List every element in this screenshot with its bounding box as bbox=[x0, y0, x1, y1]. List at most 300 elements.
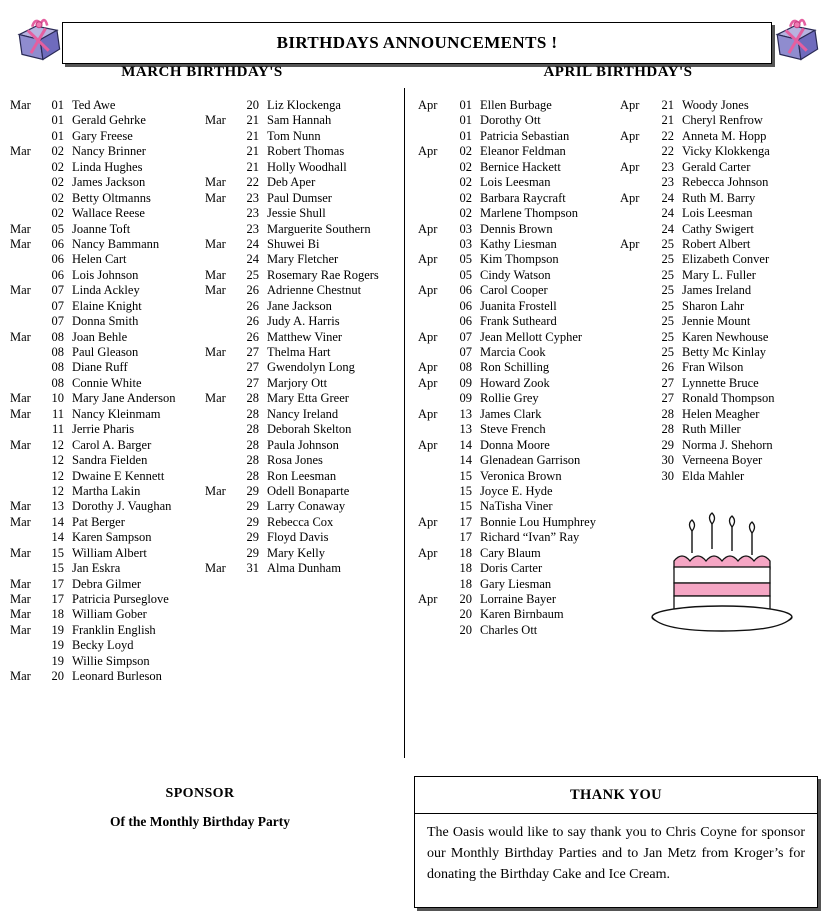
birthday-day: 06 bbox=[51, 236, 64, 251]
birthday-day: 03 bbox=[459, 221, 472, 236]
birthday-day: 15 bbox=[51, 561, 64, 576]
birthday-name: Lois Johnson bbox=[72, 267, 139, 282]
birthday-name: Veronica Brown bbox=[480, 468, 562, 483]
birthday-row bbox=[10, 144, 210, 159]
birthday-name: Richard “Ivan” Ray bbox=[480, 530, 580, 545]
birthday-row bbox=[205, 546, 400, 561]
birthday-month bbox=[620, 453, 650, 468]
birthday-day: 08 bbox=[51, 360, 64, 375]
birthday-day: 20 bbox=[459, 607, 472, 622]
birthday-day: 08 bbox=[51, 375, 64, 390]
birthday-day: 02 bbox=[51, 175, 64, 190]
birthday-row bbox=[620, 299, 825, 314]
birthday-row bbox=[205, 469, 400, 484]
birthday-row bbox=[10, 160, 210, 175]
birthday-row bbox=[620, 283, 825, 298]
birthday-row bbox=[205, 561, 400, 576]
birthday-name: Linda Ackley bbox=[72, 283, 140, 298]
birthday-month bbox=[205, 453, 235, 468]
birthday-row bbox=[205, 160, 400, 175]
birthday-name: Dorothy J. Vaughan bbox=[72, 499, 172, 514]
birthday-month bbox=[418, 160, 448, 175]
birthday-row bbox=[418, 438, 618, 453]
birthday-day: 21 bbox=[246, 144, 259, 159]
march-heading: MARCH BIRTHDAY'S bbox=[121, 64, 283, 80]
birthday-row bbox=[620, 453, 825, 468]
birthday-month bbox=[205, 360, 235, 375]
birthday-month bbox=[10, 175, 40, 190]
birthday-name: Donna Smith bbox=[72, 314, 139, 329]
birthday-name: Jerrie Pharis bbox=[72, 422, 135, 437]
birthday-row bbox=[205, 330, 400, 345]
birthday-row bbox=[418, 314, 618, 329]
birthday-day: 20 bbox=[246, 98, 259, 112]
birthday-month bbox=[205, 330, 235, 345]
birthday-month bbox=[620, 113, 650, 128]
birthday-row bbox=[418, 206, 618, 221]
birthday-row bbox=[620, 422, 825, 437]
birthday-month: Mar bbox=[10, 576, 31, 591]
birthday-month: Apr bbox=[418, 252, 438, 267]
birthday-month: Apr bbox=[418, 406, 438, 421]
birthday-day: 20 bbox=[459, 622, 472, 637]
birthday-day: 11 bbox=[51, 406, 64, 421]
birthday-day: 24 bbox=[661, 190, 674, 205]
birthday-month bbox=[620, 330, 650, 345]
birthday-month bbox=[205, 160, 235, 175]
birthday-row bbox=[10, 345, 210, 360]
birthday-name: Woody Jones bbox=[682, 98, 749, 112]
birthday-day: 19 bbox=[51, 638, 64, 653]
birthday-name: Franklin English bbox=[72, 622, 156, 637]
birthday-name: Gerald Gehrke bbox=[72, 113, 146, 128]
birthday-name: Liz Klockenga bbox=[267, 98, 341, 112]
birthday-row bbox=[418, 222, 618, 237]
birthday-name: Jan Eskra bbox=[72, 561, 121, 576]
birthday-month: Mar bbox=[10, 622, 31, 637]
birthday-month bbox=[205, 222, 235, 237]
birthday-row bbox=[620, 268, 825, 283]
birthday-row bbox=[10, 191, 210, 206]
birthday-day: 19 bbox=[51, 653, 64, 668]
birthday-month bbox=[10, 360, 40, 375]
birthday-month bbox=[10, 314, 40, 329]
birthday-name: Helen Cart bbox=[72, 252, 127, 267]
birthday-name: Martha Lakin bbox=[72, 483, 141, 498]
birthday-row bbox=[10, 376, 210, 391]
birthday-month bbox=[418, 268, 448, 283]
birthday-row bbox=[205, 206, 400, 221]
birthday-name: Joyce E. Hyde bbox=[480, 483, 553, 498]
birthday-name: Robert Albert bbox=[682, 236, 751, 251]
birthday-row bbox=[10, 484, 210, 499]
birthday-name: Betty Mc Kinlay bbox=[682, 345, 767, 359]
birthday-name: Norma J. Shehorn bbox=[682, 437, 773, 452]
birthday-name: William Albert bbox=[72, 545, 147, 560]
birthday-day: 29 bbox=[246, 545, 259, 560]
birthday-month bbox=[418, 453, 448, 468]
birthday-row bbox=[10, 268, 210, 283]
birthday-row bbox=[205, 438, 400, 453]
birthday-name: Barbara Raycraft bbox=[480, 190, 566, 205]
birthday-day: 02 bbox=[51, 144, 64, 159]
birthday-day: 25 bbox=[661, 298, 674, 313]
birthday-row bbox=[205, 222, 400, 237]
birthday-row bbox=[10, 283, 210, 298]
birthday-name: Bonnie Lou Humphrey bbox=[480, 514, 596, 529]
birthday-month bbox=[620, 283, 650, 298]
birthday-name: Gwendolyn Long bbox=[267, 360, 355, 375]
birthday-month bbox=[620, 407, 650, 422]
birthday-name: Eleanor Feldman bbox=[480, 144, 566, 159]
birthday-day: 15 bbox=[51, 545, 64, 560]
birthday-month bbox=[205, 515, 235, 530]
birthday-month bbox=[418, 469, 448, 484]
birthday-row bbox=[205, 345, 400, 360]
birthday-month bbox=[620, 144, 650, 159]
birthday-row bbox=[205, 484, 400, 499]
birthday-month: Mar bbox=[205, 113, 226, 128]
birthday-month: Mar bbox=[205, 345, 226, 359]
birthday-month: Apr bbox=[418, 144, 438, 159]
birthday-day: 25 bbox=[661, 345, 674, 359]
birthday-row bbox=[10, 469, 210, 484]
birthday-day: 01 bbox=[459, 128, 472, 143]
birthday-name: Cary Blaum bbox=[480, 545, 541, 560]
birthday-row bbox=[10, 391, 210, 406]
birthday-row bbox=[10, 222, 210, 237]
birthday-row bbox=[418, 546, 618, 561]
birthday-row bbox=[418, 330, 618, 345]
birthday-row bbox=[10, 407, 210, 422]
birthday-row bbox=[10, 175, 210, 190]
birthday-month bbox=[205, 530, 235, 545]
birthday-name: Mary Kelly bbox=[267, 545, 325, 560]
birthday-month bbox=[418, 314, 448, 329]
birthday-row bbox=[620, 175, 825, 190]
birthday-month bbox=[418, 237, 448, 252]
birthday-name: Diane Ruff bbox=[72, 360, 128, 375]
birthday-month bbox=[620, 391, 650, 406]
birthday-name: Sandra Fielden bbox=[72, 453, 148, 468]
birthday-row bbox=[620, 222, 825, 237]
birthday-row bbox=[10, 546, 210, 561]
birthday-name: Patricia Purseglove bbox=[72, 592, 169, 606]
april-birthday-list-right bbox=[620, 98, 825, 484]
birthday-row bbox=[418, 299, 618, 314]
birthday-day: 22 bbox=[661, 128, 674, 143]
birthday-day: 11 bbox=[51, 422, 64, 437]
thank-you-box bbox=[414, 776, 818, 908]
birthday-name: Gary Liesman bbox=[480, 576, 552, 591]
birthday-name: Connie White bbox=[72, 375, 142, 390]
birthday-row bbox=[620, 314, 825, 329]
birthday-month bbox=[418, 129, 448, 144]
birthday-month bbox=[205, 144, 235, 159]
birthday-day: 24 bbox=[246, 252, 259, 267]
birthday-month: Mar bbox=[205, 283, 226, 298]
birthday-row bbox=[10, 438, 210, 453]
birthday-row bbox=[10, 314, 210, 329]
birthday-month: Apr bbox=[620, 128, 640, 143]
birthday-day: 28 bbox=[246, 391, 259, 406]
birthday-name: Ruth M. Barry bbox=[682, 190, 756, 205]
birthday-month bbox=[10, 453, 40, 468]
birthday-name: Matthew Viner bbox=[267, 329, 343, 344]
birthday-day: 18 bbox=[459, 576, 472, 591]
birthday-row bbox=[205, 422, 400, 437]
birthday-day: 01 bbox=[51, 113, 64, 128]
birthday-day: 26 bbox=[661, 360, 674, 375]
birthday-day: 13 bbox=[51, 499, 64, 514]
birthday-row bbox=[418, 499, 618, 514]
birthday-month: Apr bbox=[418, 514, 438, 529]
birthday-row bbox=[418, 113, 618, 128]
birthday-day: 27 bbox=[661, 375, 674, 390]
birthday-name: James Jackson bbox=[72, 175, 146, 190]
birthday-name: Odell Bonaparte bbox=[267, 483, 350, 498]
birthday-row bbox=[205, 299, 400, 314]
birthday-month bbox=[418, 607, 448, 622]
birthday-month bbox=[418, 499, 448, 514]
birthday-row bbox=[620, 360, 825, 375]
birthday-day: 20 bbox=[51, 669, 64, 684]
birthday-name: Doris Carter bbox=[480, 561, 543, 576]
birthday-day: 21 bbox=[246, 128, 259, 143]
birthday-row bbox=[418, 484, 618, 499]
birthday-day: 13 bbox=[459, 422, 472, 437]
birthday-day: 20 bbox=[459, 592, 472, 606]
birthday-row bbox=[10, 530, 210, 545]
birthday-day: 12 bbox=[51, 437, 64, 452]
birthday-row bbox=[620, 407, 825, 422]
birthday-month bbox=[205, 252, 235, 267]
birthday-month bbox=[620, 469, 650, 484]
birthday-name: Linda Hughes bbox=[72, 159, 143, 174]
birthday-month bbox=[10, 206, 40, 221]
birthday-row bbox=[620, 191, 825, 206]
birthday-day: 05 bbox=[459, 267, 472, 282]
birthday-name: Robert Thomas bbox=[267, 144, 345, 159]
birthday-name: Nancy Ireland bbox=[267, 406, 339, 421]
birthday-month bbox=[620, 438, 650, 453]
birthday-day: 06 bbox=[459, 314, 472, 329]
birthday-row bbox=[10, 669, 210, 684]
birthday-name: Ron Schilling bbox=[480, 360, 550, 375]
birthday-row bbox=[418, 592, 618, 607]
birthday-day: 25 bbox=[661, 252, 674, 267]
birthday-month bbox=[10, 561, 40, 576]
birthday-row bbox=[620, 376, 825, 391]
birthday-cake-icon bbox=[640, 505, 810, 655]
birthday-name: Cheryl Renfrow bbox=[682, 113, 763, 128]
birthday-row bbox=[205, 530, 400, 545]
birthday-month: Apr bbox=[418, 360, 438, 375]
birthday-row bbox=[10, 592, 210, 607]
birthday-day: 23 bbox=[661, 159, 674, 174]
birthday-row bbox=[418, 98, 618, 113]
birthday-row bbox=[620, 237, 825, 252]
birthday-month: Mar bbox=[10, 499, 31, 514]
birthday-name: Rebecca Johnson bbox=[682, 175, 769, 190]
birthday-month bbox=[205, 469, 235, 484]
birthday-day: 23 bbox=[661, 175, 674, 190]
birthday-name: Mary Jane Anderson bbox=[72, 391, 176, 406]
birthday-month: Apr bbox=[418, 221, 438, 236]
birthday-month: Mar bbox=[205, 236, 226, 251]
birthday-day: 18 bbox=[51, 607, 64, 622]
birthday-month bbox=[205, 407, 235, 422]
header bbox=[0, 8, 832, 70]
birthday-month bbox=[10, 638, 40, 653]
birthday-name: Floyd Davis bbox=[267, 530, 329, 545]
birthday-row bbox=[418, 129, 618, 144]
birthday-day: 19 bbox=[51, 622, 64, 637]
birthday-name: Mary L. Fuller bbox=[682, 267, 756, 282]
birthday-month: Apr bbox=[418, 592, 438, 606]
birthday-month bbox=[418, 530, 448, 545]
birthday-row bbox=[205, 144, 400, 159]
birthday-month bbox=[205, 129, 235, 144]
sponsor-block bbox=[40, 786, 360, 830]
birthday-row bbox=[10, 654, 210, 669]
birthday-name: Leonard Burleson bbox=[72, 669, 162, 684]
birthday-month bbox=[205, 499, 235, 514]
birthday-day: 02 bbox=[51, 190, 64, 205]
birthday-day: 14 bbox=[459, 453, 472, 468]
birthday-day: 15 bbox=[459, 468, 472, 483]
birthday-day: 25 bbox=[246, 267, 259, 282]
birthday-day: 18 bbox=[459, 561, 472, 576]
thank-you-title: THANK YOU bbox=[569, 787, 663, 803]
birthday-row bbox=[418, 530, 618, 545]
birthday-month bbox=[418, 191, 448, 206]
birthday-name: Mary Etta Greer bbox=[267, 391, 349, 406]
birthday-month: Apr bbox=[418, 329, 438, 344]
birthday-day: 29 bbox=[246, 530, 259, 545]
birthday-row bbox=[418, 407, 618, 422]
birthday-month bbox=[205, 206, 235, 221]
birthday-month bbox=[205, 299, 235, 314]
birthday-month bbox=[10, 268, 40, 283]
birthday-row bbox=[205, 175, 400, 190]
birthday-row bbox=[10, 237, 210, 252]
birthday-month bbox=[10, 299, 40, 314]
birthday-row bbox=[10, 129, 210, 144]
birthday-name: Karen Birnbaum bbox=[480, 607, 564, 622]
birthday-day: 28 bbox=[246, 406, 259, 421]
birthday-name: Glenadean Garrison bbox=[480, 453, 581, 468]
birthday-name: NaTisha Viner bbox=[480, 499, 553, 514]
birthday-name: Rosa Jones bbox=[267, 453, 323, 468]
birthday-name: Charles Ott bbox=[480, 622, 538, 637]
birthday-month: Apr bbox=[620, 190, 640, 205]
birthday-month: Apr bbox=[620, 236, 640, 251]
birthday-day: 25 bbox=[661, 283, 674, 298]
birthday-month bbox=[10, 252, 40, 267]
birthday-month: Mar bbox=[10, 236, 31, 251]
birthday-month bbox=[418, 484, 448, 499]
birthday-name: Pat Berger bbox=[72, 514, 125, 529]
birthday-row bbox=[418, 469, 618, 484]
birthday-day: 29 bbox=[661, 437, 674, 452]
birthday-name: Gary Freese bbox=[72, 128, 133, 143]
birthday-name: Adrienne Chestnut bbox=[267, 283, 362, 298]
birthday-day: 23 bbox=[246, 221, 259, 236]
birthday-month: Mar bbox=[10, 437, 31, 452]
birthday-month: Mar bbox=[10, 283, 31, 298]
birthday-row bbox=[10, 360, 210, 375]
birthday-day: 29 bbox=[246, 483, 259, 498]
birthday-month: Mar bbox=[10, 144, 31, 159]
birthday-name: Carol A. Barger bbox=[72, 437, 152, 452]
birthday-name: Willie Simpson bbox=[72, 653, 150, 668]
birthday-name: Deborah Skelton bbox=[267, 422, 352, 437]
birthday-month bbox=[418, 422, 448, 437]
birthday-row bbox=[205, 129, 400, 144]
birthday-day: 09 bbox=[459, 375, 472, 390]
birthday-row bbox=[10, 252, 210, 267]
birthday-day: 02 bbox=[459, 159, 472, 174]
birthday-month bbox=[205, 422, 235, 437]
birthday-row bbox=[10, 98, 210, 113]
birthday-month bbox=[620, 206, 650, 221]
birthday-day: 28 bbox=[661, 406, 674, 421]
birthday-name: Ron Leesman bbox=[267, 468, 337, 483]
birthday-row bbox=[10, 206, 210, 221]
column-divider bbox=[404, 88, 405, 758]
birthday-month: Mar bbox=[10, 607, 31, 622]
birthday-month bbox=[620, 376, 650, 391]
birthday-month bbox=[10, 484, 40, 499]
birthday-row bbox=[418, 252, 618, 267]
birthday-day: 06 bbox=[51, 267, 64, 282]
birthday-name: Becky Loyd bbox=[72, 638, 134, 653]
sponsor-subtitle: Of the Monthly Birthday Party bbox=[110, 814, 290, 829]
birthday-name: Kim Thompson bbox=[480, 252, 559, 267]
birthday-name: Ronald Thompson bbox=[682, 391, 775, 406]
birthday-name: Lynnette Bruce bbox=[682, 375, 759, 390]
birthday-day: 03 bbox=[459, 236, 472, 251]
birthday-month bbox=[620, 345, 650, 360]
birthday-month bbox=[418, 299, 448, 314]
birthday-day: 07 bbox=[459, 345, 472, 359]
birthday-row bbox=[10, 638, 210, 653]
birthday-name: Dorothy Ott bbox=[480, 113, 541, 128]
birthday-name: Thelma Hart bbox=[267, 345, 331, 359]
birthday-name: Helen Meagher bbox=[682, 406, 760, 421]
birthday-name: Elizabeth Conver bbox=[682, 252, 770, 267]
birthday-day: 02 bbox=[459, 144, 472, 159]
birthday-name: Holly Woodhall bbox=[267, 159, 347, 174]
birthday-day: 21 bbox=[246, 159, 259, 174]
birthday-row bbox=[620, 206, 825, 221]
birthday-name: Marcia Cook bbox=[480, 345, 546, 359]
birthday-row bbox=[205, 252, 400, 267]
birthday-name: Lorraine Bayer bbox=[480, 592, 557, 606]
birthday-month bbox=[620, 252, 650, 267]
birthday-row bbox=[205, 360, 400, 375]
birthday-row bbox=[418, 376, 618, 391]
birthday-day: 24 bbox=[246, 236, 259, 251]
birthday-day: 28 bbox=[246, 422, 259, 437]
birthday-name: Fran Wilson bbox=[682, 360, 744, 375]
birthday-row bbox=[10, 561, 210, 576]
birthday-month: Apr bbox=[620, 98, 640, 112]
birthday-month bbox=[418, 113, 448, 128]
birthday-day: 22 bbox=[661, 144, 674, 159]
birthday-month bbox=[620, 175, 650, 190]
